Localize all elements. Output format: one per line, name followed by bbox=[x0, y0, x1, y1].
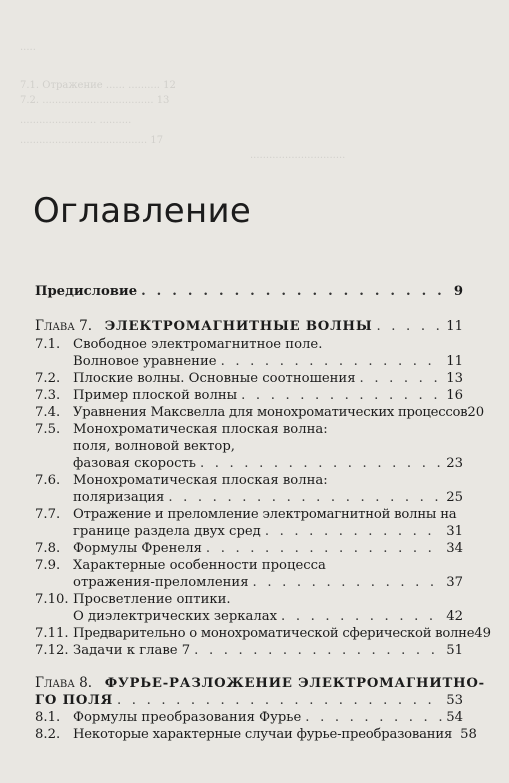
section-number: 7.11. bbox=[35, 626, 69, 641]
leader-dots bbox=[117, 692, 442, 709]
toc-page-number: 20 bbox=[467, 405, 485, 420]
section-title-line: Свободное электромагнитное поле. bbox=[73, 337, 323, 352]
section-title-line: Формулы Френеля bbox=[73, 541, 202, 556]
section-number: 7.4. bbox=[35, 405, 61, 420]
toc-page-number: 49 bbox=[474, 626, 492, 641]
chapter-title: ГО ПОЛЯ bbox=[35, 693, 114, 708]
section-number: 7.1. bbox=[35, 337, 61, 352]
section-number: 7.5. bbox=[35, 422, 61, 437]
chapter-label: Глава 7. bbox=[35, 318, 93, 334]
toc-section-7-1-cont[interactable] bbox=[73, 353, 463, 370]
toc-page-number: 34 bbox=[446, 541, 463, 556]
section-title-line: Некоторые характерные случаи фурье-преобразования bbox=[73, 727, 453, 742]
section-title-line: отражения-преломления bbox=[73, 575, 249, 590]
leader-dots bbox=[265, 523, 442, 540]
toc-section-7-5-cont2[interactable] bbox=[73, 455, 463, 472]
toc-page-number: 53 bbox=[446, 693, 463, 708]
section-title-line: Характерные особенности процесса bbox=[73, 558, 326, 573]
toc-section-7-1[interactable] bbox=[35, 336, 463, 353]
section-title-line: Формулы преобразования Фурье bbox=[73, 710, 302, 725]
section-number: 7.2. bbox=[35, 371, 61, 386]
toc-section-7-5-cont[interactable] bbox=[73, 438, 463, 455]
section-title-line: Уравнения Максвелла для монохроматических процессов bbox=[73, 405, 468, 420]
section-title-line: границе раздела двух сред bbox=[73, 524, 261, 539]
section-title-line: поля, волновой вектор, bbox=[73, 439, 235, 454]
bleed-through-text: ..... 7.1. Отражение ...... .......... 12 7.2. ................................... 13 ........................ .......... ........................................ 17 .............................. bbox=[20, 42, 346, 161]
toc-section-7-9-cont[interactable] bbox=[73, 574, 463, 591]
toc-page-number: 13 bbox=[446, 371, 463, 386]
toc-section-7-8[interactable] bbox=[35, 540, 463, 557]
leader-dots bbox=[200, 455, 442, 472]
toc-page-number: 42 bbox=[446, 609, 463, 624]
section-number: 7.9. bbox=[35, 558, 61, 573]
toc-section-7-7[interactable] bbox=[35, 506, 463, 523]
section-title-line: Волновое уравнение bbox=[73, 354, 217, 369]
toc-page-number: 11 bbox=[446, 354, 463, 369]
toc-section-7-6[interactable] bbox=[35, 472, 463, 489]
toc-page-number: 58 bbox=[460, 727, 477, 742]
toc-entry-preface[interactable] bbox=[35, 283, 463, 300]
section-title-line: О диэлектрических зеркалах bbox=[73, 609, 278, 624]
leader-dots bbox=[376, 318, 442, 335]
toc-section-8-1[interactable] bbox=[35, 709, 463, 726]
section-number: 7.7. bbox=[35, 507, 61, 522]
toc-section-7-9[interactable] bbox=[35, 557, 463, 574]
section-title-line: Отражение и преломление электромагнитной волны на bbox=[73, 507, 457, 522]
toc-section-7-3[interactable] bbox=[35, 387, 463, 404]
section-title-line: Плоские волны. Основные соотношения bbox=[73, 371, 356, 386]
toc-section-7-6-cont[interactable] bbox=[73, 489, 463, 506]
toc-section-7-5[interactable] bbox=[35, 421, 463, 438]
leader-dots bbox=[253, 574, 443, 591]
page-title: Оглавление bbox=[33, 190, 252, 231]
section-number: 7.3. bbox=[35, 388, 61, 403]
leader-dots bbox=[360, 370, 443, 387]
toc-chapter-7[interactable] bbox=[35, 318, 463, 335]
leader-dots bbox=[168, 489, 442, 506]
leader-dots bbox=[241, 387, 442, 404]
toc-page-number: 37 bbox=[446, 575, 463, 590]
section-number: 8.2. bbox=[35, 727, 61, 742]
toc-section-7-11[interactable] bbox=[35, 625, 492, 642]
toc-page-number: 16 bbox=[446, 388, 463, 403]
toc-page-number: 11 bbox=[446, 319, 463, 334]
section-title-line: Задачи к главе 7 bbox=[73, 643, 191, 658]
leader-dots bbox=[305, 709, 442, 726]
toc-section-7-10-cont[interactable] bbox=[73, 608, 463, 625]
leader-dots bbox=[221, 353, 443, 370]
section-title-line: Просветление оптики. bbox=[73, 592, 231, 607]
leader-dots bbox=[194, 642, 442, 659]
toc-page-number: 23 bbox=[446, 456, 463, 471]
chapter-label: Глава 8. bbox=[35, 675, 93, 691]
section-title-line: поляризация bbox=[73, 490, 165, 505]
section-number: 8.1. bbox=[35, 710, 61, 725]
leader-dots bbox=[281, 608, 442, 625]
section-number: 7.6. bbox=[35, 473, 61, 488]
section-number: 7.12. bbox=[35, 643, 69, 658]
toc-page-number: 54 bbox=[446, 710, 463, 725]
toc-page-number: 9 bbox=[453, 284, 463, 299]
section-title-line: Монохроматическая плоская волна: bbox=[73, 473, 328, 488]
leader-dots bbox=[206, 540, 442, 557]
leader-dots bbox=[141, 283, 443, 300]
section-number: 7.8. bbox=[35, 541, 61, 556]
toc-page-number: 25 bbox=[446, 490, 463, 505]
chapter-title: ФУРЬЕ-РАЗЛОЖЕНИЕ ЭЛЕКТРОМАГНИТНО- bbox=[104, 676, 485, 691]
toc-chapter-8-cont[interactable] bbox=[35, 692, 463, 709]
section-title-line: Пример плоской волны bbox=[73, 388, 238, 403]
toc-section-7-7-cont[interactable] bbox=[73, 523, 463, 540]
section-title-line: Монохроматическая плоская волна: bbox=[73, 422, 328, 437]
section-title-line: Предварительно о монохроматической сферической волне bbox=[73, 626, 475, 641]
toc-entry-label: Предисловие bbox=[35, 284, 138, 299]
toc-section-7-2[interactable] bbox=[35, 370, 463, 387]
toc-section-8-2[interactable] bbox=[35, 726, 477, 743]
toc-section-7-10[interactable] bbox=[35, 591, 463, 608]
toc-chapter-8[interactable] bbox=[35, 675, 485, 692]
toc-page-number: 31 bbox=[446, 524, 463, 539]
toc-section-7-4[interactable] bbox=[35, 404, 485, 421]
toc-page-number: 51 bbox=[446, 643, 463, 658]
toc-section-7-12[interactable] bbox=[35, 642, 463, 659]
section-title-line: фазовая скорость bbox=[73, 456, 196, 471]
section-number: 7.10. bbox=[35, 592, 69, 607]
chapter-title: ЭЛЕКТРОМАГНИТНЫЕ ВОЛНЫ bbox=[104, 319, 373, 334]
